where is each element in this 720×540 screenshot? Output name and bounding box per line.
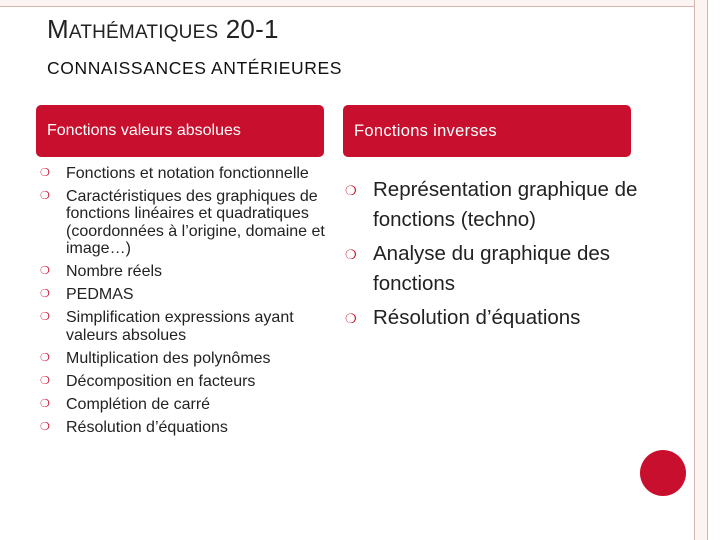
circle-bullet-icon: ❍ [40, 351, 50, 364]
list-item-text: PEDMAS [66, 286, 134, 304]
slide-title-first-letter: M [47, 14, 69, 44]
list-item-text: Décomposition en facteurs [66, 373, 256, 391]
list-item [40, 373, 332, 390]
list-item [40, 419, 332, 436]
circle-bullet-icon: ❍ [345, 183, 357, 198]
list-item [345, 239, 645, 299]
list-item-text: Complétion de carré [66, 396, 211, 414]
list-item [345, 175, 645, 235]
list-item-text: Résolution d’équations [66, 419, 228, 437]
list-item [40, 309, 332, 343]
circle-bullet-icon: ❍ [40, 167, 50, 179]
list-item-text: Résolution d’équations [373, 306, 581, 329]
circle-bullet-icon: ❍ [40, 398, 50, 411]
slide-title-rest: ATHÉMATIQUES [68, 22, 219, 43]
list-item-text: Fonctions et notation fonctionnelle [66, 165, 309, 182]
slide-frame-right [694, 0, 708, 540]
list-item [40, 263, 332, 280]
circle-bullet-icon: ❍ [40, 421, 50, 434]
list-item [40, 286, 332, 303]
prerequisites-list-inverse [345, 175, 645, 337]
list-item [345, 303, 645, 333]
circle-bullet-icon: ❍ [40, 288, 50, 301]
circle-bullet-icon: ❍ [40, 190, 50, 203]
list-item [40, 350, 332, 367]
circle-bullet-icon: ❍ [345, 247, 357, 262]
list-item [40, 188, 332, 257]
circle-bullet-icon: ❍ [345, 311, 357, 326]
prerequisites-list-absolute-value [40, 165, 332, 443]
slide-title-number: 20-1 [218, 14, 279, 44]
list-item-text: Représentation graphique de fonctions (techno) [373, 178, 638, 231]
slide-title [47, 14, 279, 45]
list-item-text: Analyse du graphique des fonctions [373, 242, 611, 295]
decorative-circle [640, 450, 686, 496]
list-item-text: Multiplication des polynômes [66, 349, 271, 367]
slide-frame-top [0, 0, 700, 7]
list-item-text: Simplification expressions ayant valeurs absolues [66, 309, 294, 344]
circle-bullet-icon: ❍ [40, 265, 50, 278]
panel-header-inverse: Fonctions inverses [343, 105, 631, 157]
circle-bullet-icon: ❍ [40, 375, 50, 388]
list-item [40, 165, 332, 182]
panel-header-absolute-value: Fonctions valeurs absolues [36, 105, 324, 157]
list-item-text: Nombre réels [66, 263, 163, 281]
slide-subtitle: CONNAISSANCES ANTÉRIEURES [47, 58, 343, 78]
list-item-text: Caractéristiques des graphiques de fonctions linéaires et quadratiques (coordonnées à l’origine, domaine et image…) [66, 188, 325, 257]
list-item [40, 396, 332, 413]
circle-bullet-icon: ❍ [40, 311, 50, 324]
